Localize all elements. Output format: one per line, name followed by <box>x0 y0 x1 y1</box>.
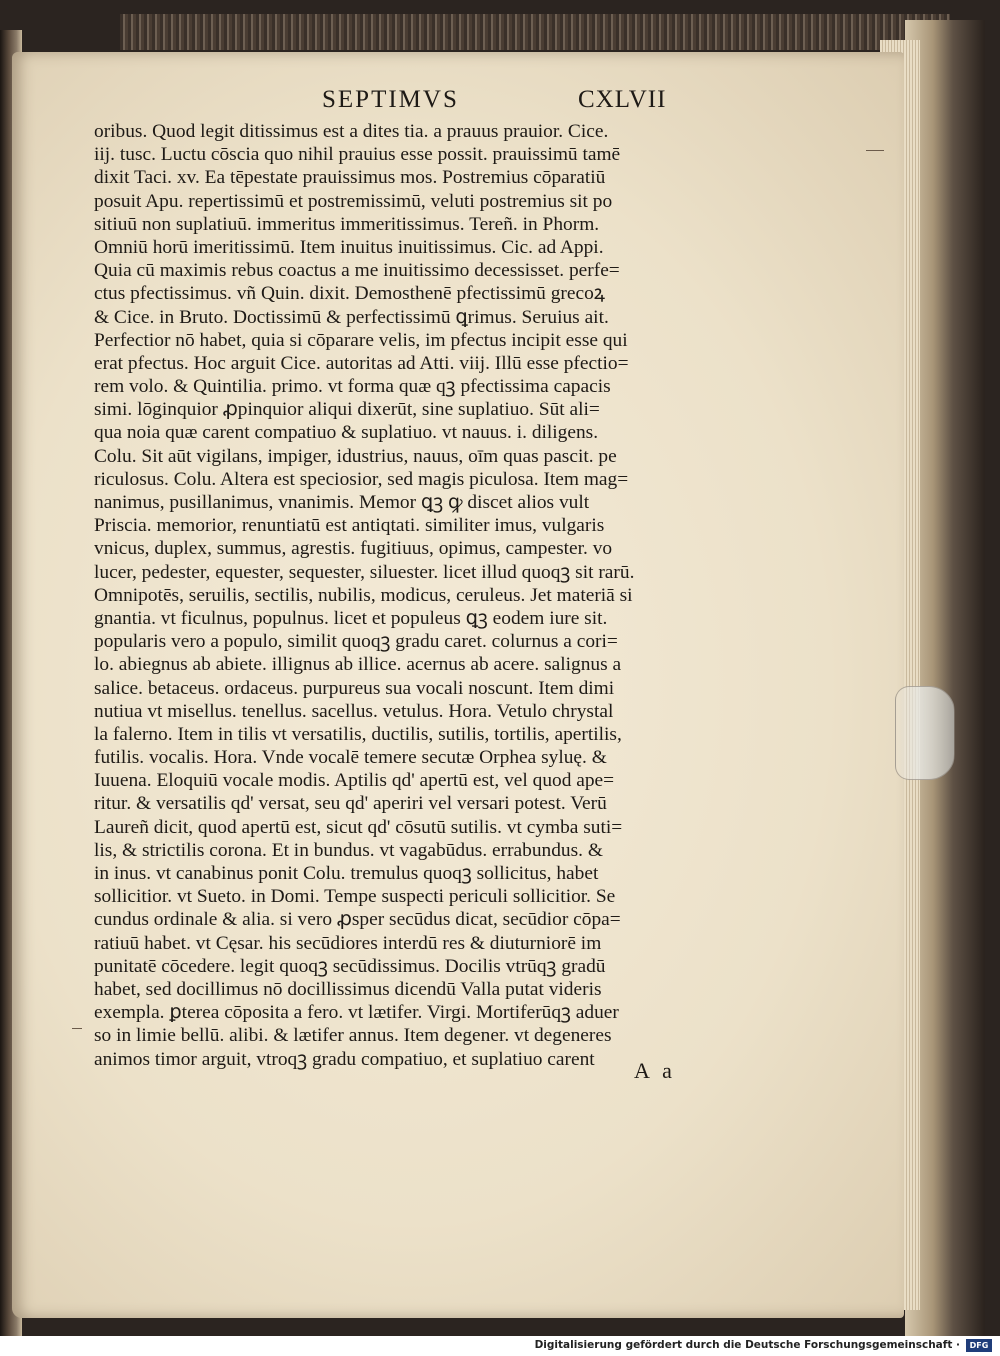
text-line: habet, sed docillimus nō docillissimus dicendū Valla putat videris <box>94 978 602 1000</box>
text-line: posuit Apu. repertissimū et postremissimū, veluti postremius sit po <box>94 190 613 212</box>
text-line: ctus pfectissimus. vñ Quin. dixit. Demosthenē pfectissimū grecoꝝ <box>94 283 605 305</box>
text-line: gnantia. vt ficulnus, populnus. licet et populeus ꝗꝫ eodem iure sit. <box>94 607 608 629</box>
text-line: oribus. Quod legit ditissimus est a dites tia. a prauus prauior. Cice. <box>94 121 609 142</box>
running-title: SEPTIMVS <box>322 86 459 113</box>
text-line: simi. lōginquior ꝓpinquior aliqui dixerūt, sine suplatiuo. Sūt ali= <box>94 399 600 421</box>
signature-mark: A a <box>634 1058 676 1083</box>
book-clasp <box>895 686 955 780</box>
text-line: Omniū horū imeritissimū. Item inuitus inuitissimus. Cic. ad Appi. <box>94 236 604 258</box>
text-line: rem volo. & Quintilia. primo. vt forma quæ qꝫ pfectissima capacis <box>94 376 611 398</box>
text-line: iij. tusc. Luctu cōscia quo nihil prauius esse possit. prauissimū tamē <box>94 144 621 166</box>
text-line: cundus ordinale & alia. si vero ꝓsper secūdus dicat, secūdior cōpa= <box>94 909 621 931</box>
text-line: popularis vero a populo, similit quoqꝫ gradu caret. colurnus a cori= <box>94 631 618 653</box>
margin-mark <box>72 1028 82 1029</box>
margin-mark <box>866 150 884 151</box>
text-line: in inus. vt canabinus ponit Colu. tremulus quoqꝫ sollicitus, habet <box>94 863 599 884</box>
text-line: salice. betaceus. ordaceus. purpureus sua vocali noscunt. Item dimi <box>94 677 615 699</box>
dfg-logo-icon: DFG <box>966 1339 992 1352</box>
text-line: ratiuū habet. vt Cęsar. his secūdiores interdū res & diuturniorē im <box>94 932 602 954</box>
text-line: ritur. & versatilis qd' versat, seu qd' aperiri vel versari potest. Verū <box>94 793 607 815</box>
text-line: vnicus, duplex, summus, agrestis. fugitiuus, opimus, campester. vo <box>94 538 613 560</box>
footer-bar <box>0 1336 1000 1356</box>
text-line: & Cice. in Bruto. Doctissimū & perfectissimū ꝗrimus. Seruius ait. <box>94 306 609 328</box>
text-line: lucer, pedester, equester, sequester, siluester. licet illud quoqꝫ sit rarū. <box>94 561 635 583</box>
funding-credit: Digitalisierung gefördert durch die Deutsche Forschungsgemeinschaft · <box>534 1339 960 1351</box>
text-line: Quia cū maximis rebus coactus a me inuitissimo decessisset. perfe= <box>94 260 620 282</box>
text-line: punitatē cōcedere. legit quoqꝫ secūdissimus. Docilis vtrūqꝫ gradū <box>94 955 606 977</box>
text-line: Iuuena. Eloquiū vocale modis. Aptilis qd' apertū est, vel quod ape= <box>94 770 615 792</box>
text-line: sollicitior. vt Sueto. in Domi. Tempe suspecti periculi sollicitior. Se <box>94 886 616 908</box>
text-line: la falerno. Item in tilis vt versatilis, ductilis, sutilis, tortilis, apertilis, <box>94 723 622 745</box>
text-line: Priscia. memorior, renuntiatū est antiqtati. similiter imus, vulgaris <box>94 515 605 537</box>
text-line: lis, & strictilis corona. Et in bundus. vt vagabūdus. errabundus. & <box>94 839 603 861</box>
page-edges-top <box>120 14 950 50</box>
text-line: so in limie bellū. alibi. & lætifer annus. Item degener. vt degeneres <box>94 1025 612 1047</box>
text-line: futilis. vocalis. Hora. Vnde vocalē temere secutæ Orphea syluę. & <box>94 747 607 769</box>
text-line: exempla. ꝑterea cōposita a fero. vt lætifer. Virgi. Mortiferūqꝫ aduer <box>94 1002 619 1024</box>
text-line: Perfectior nō habet, quia si cōparare velis, im pfectus incipit esse qui <box>94 329 628 351</box>
text-line: riculosus. Colu. Altera est speciosior, sed magis piculosa. Item mag= <box>94 468 629 490</box>
text-line: nutiua vt misellus. tenellus. sacellus. vetulus. Hora. Vetulo chrystal <box>94 700 614 722</box>
text-line: lo. abiegnus ab abiete. illignus ab illice. acernus ab acere. salignus a <box>94 654 622 676</box>
folio-number: CXLVII <box>578 86 667 113</box>
text-line: nanimus, pusillanimus, vnanimis. Memor ꝗꝫ ꝙ discet alios vult <box>94 492 590 513</box>
text-line: Colu. Sit aūt vigilans, impiger, idustrius, nauus, oīm quas pascit. pe <box>94 445 617 467</box>
text-line: sitiuū non suplatiuū. immeritus immeritissimus. Tereñ. in Phorm. <box>94 213 600 235</box>
text-line: qua noia quæ carent compatiuo & suplatiuo. vt nauus. i. diligens. <box>94 422 599 444</box>
text-line: Omnipotēs, seruilis, sectilis, nubilis, modicus, ceruleus. Jet materiā si <box>94 584 633 606</box>
text-line: animos timor arguit, vtroqꝫ gradu compatiuo, et suplatiuo carent <box>94 1048 595 1070</box>
text-line: erat pfectus. Hoc arguit Cice. autoritas ad Atti. viij. Illū esse pfectio= <box>94 352 629 374</box>
text-line: dixit Taci. xv. Ea tēpestate prauissimus mos. Postremius cōparatiū <box>94 167 606 189</box>
text-line: Laureñ dicit, quod apertū est, sicut qd' cōsutū sutilis. vt cymba suti= <box>94 816 623 838</box>
body-text <box>94 120 734 1071</box>
